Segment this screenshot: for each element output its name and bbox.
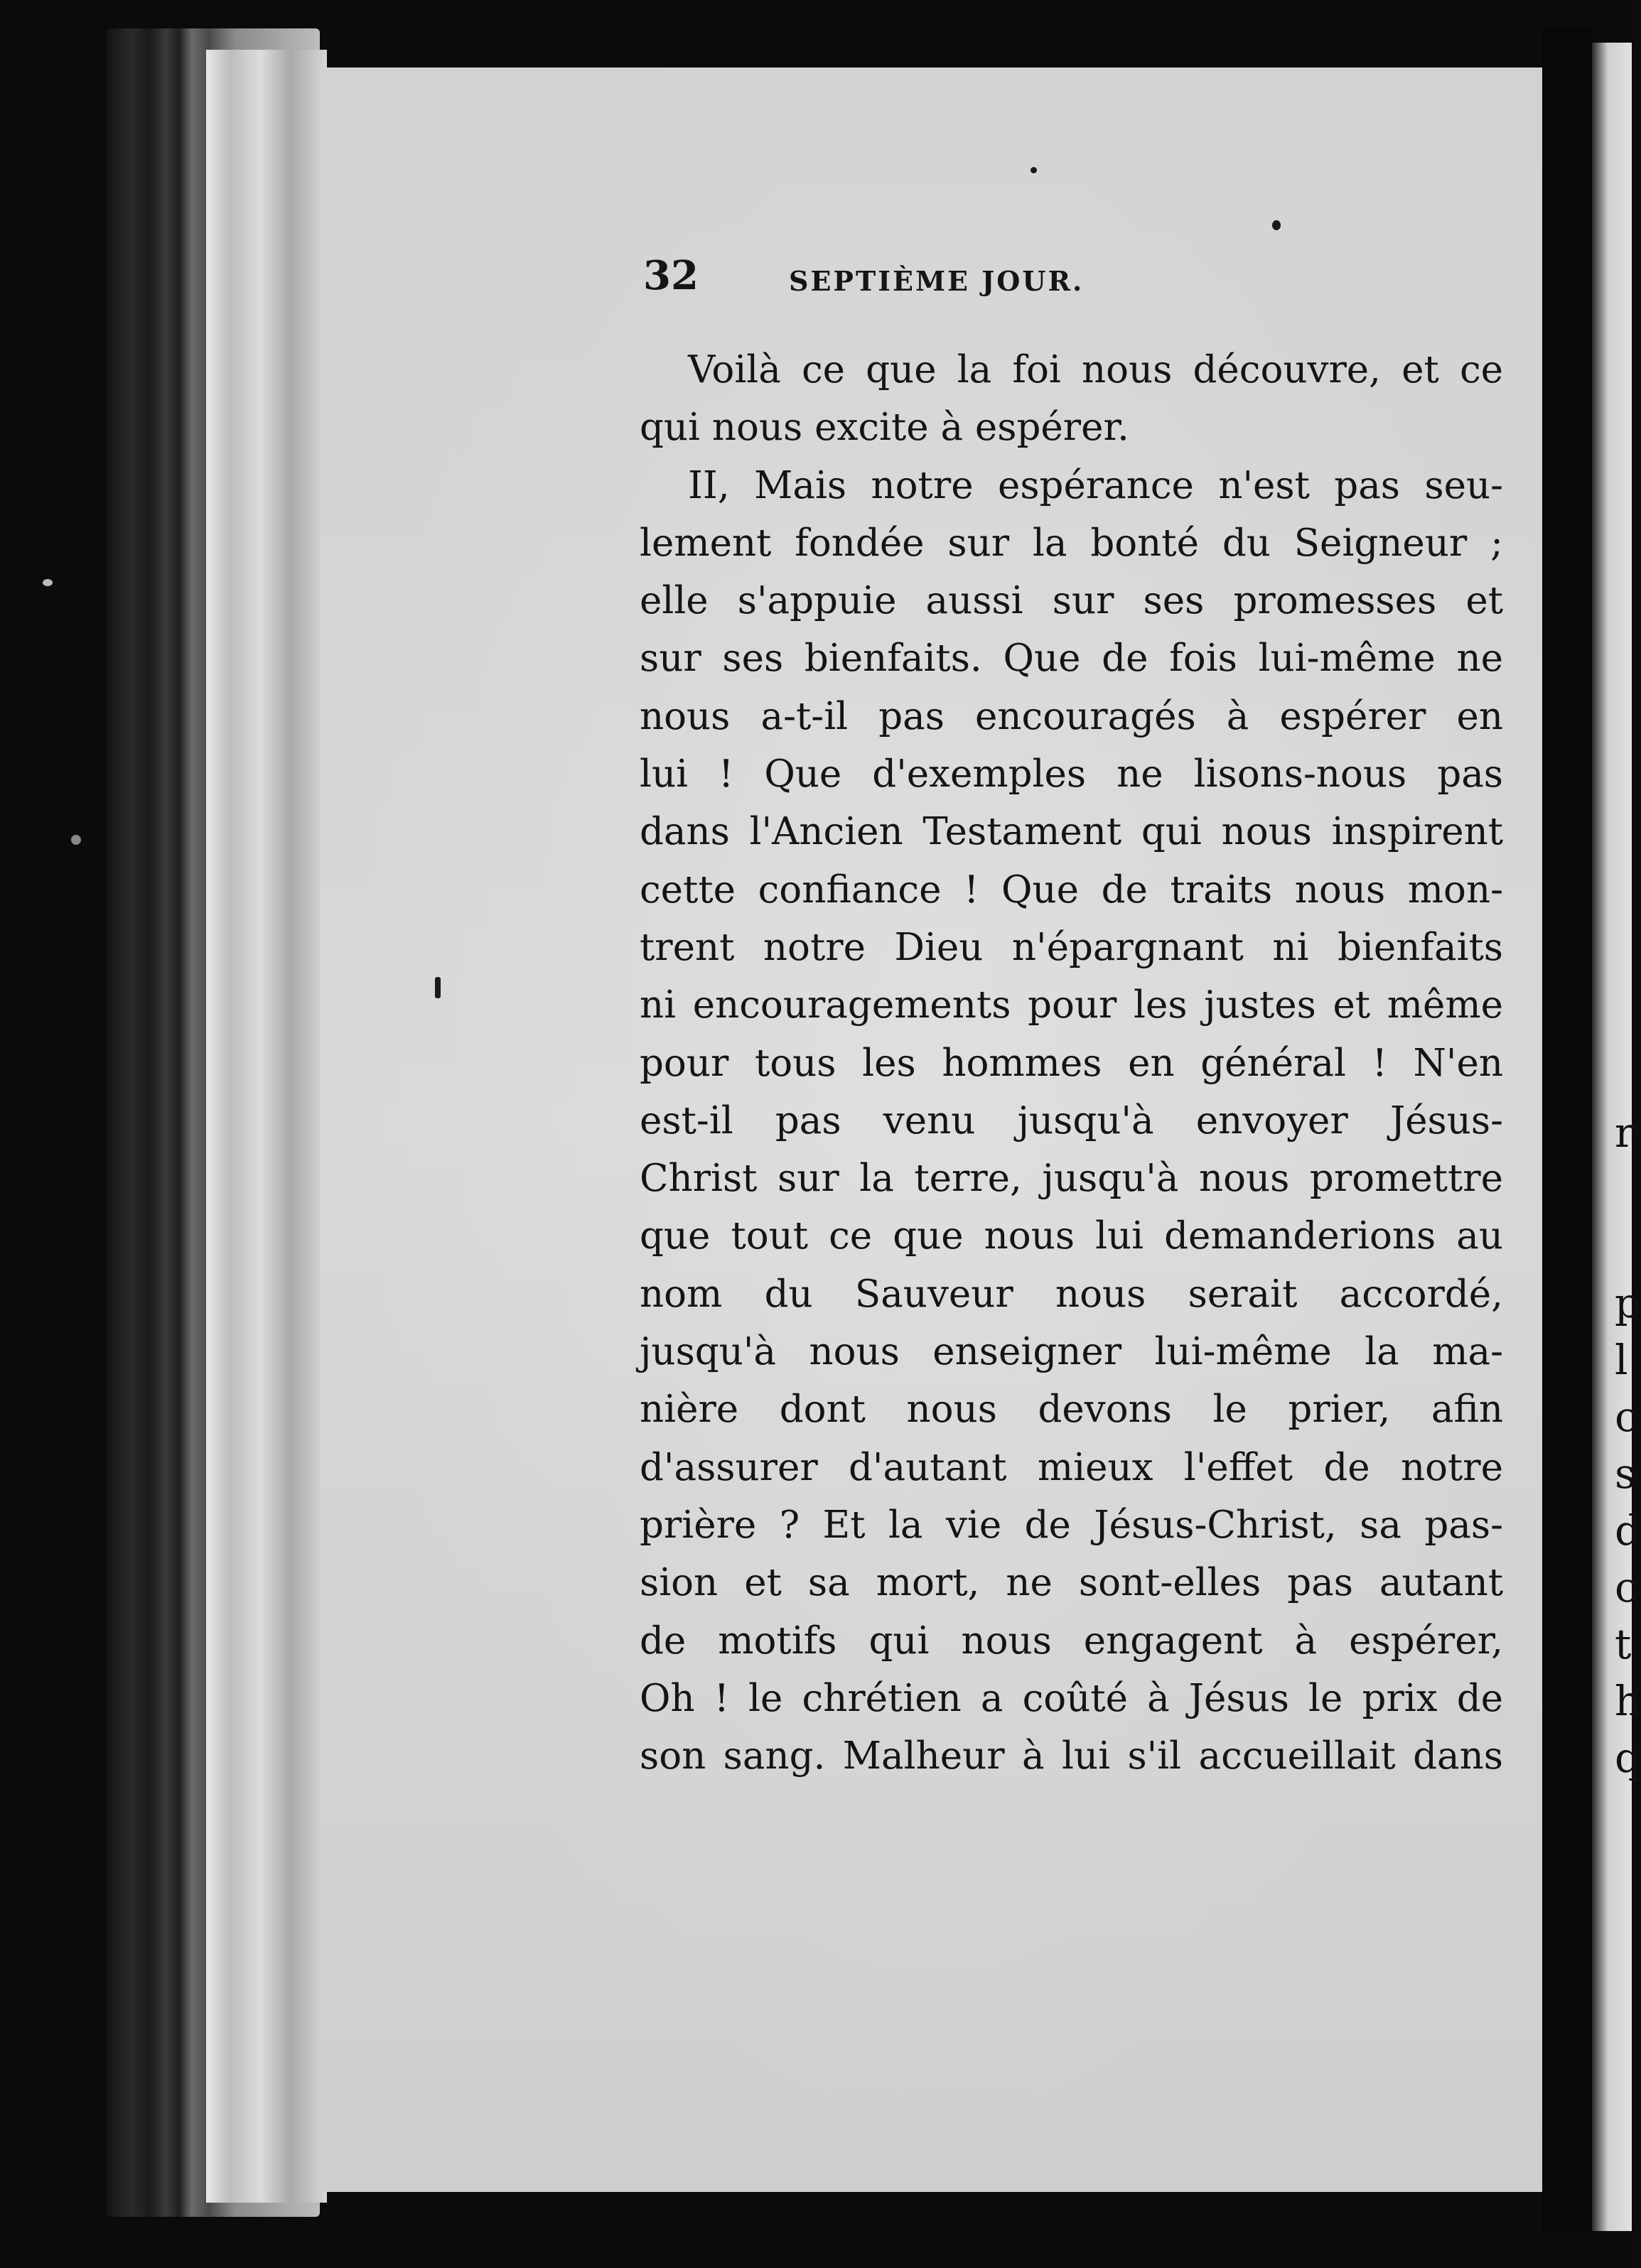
scan-speck bbox=[71, 835, 81, 845]
next-page-letter: h bbox=[1615, 1677, 1641, 1725]
next-page-letter: d bbox=[1615, 1506, 1641, 1555]
text-line: pour tous les hommes en général ! N'en bbox=[640, 1041, 1503, 1085]
text-line: Christ sur la terre, jusqu'à nous promettre bbox=[640, 1157, 1503, 1201]
text-line: sion et sa mort, ne sont-elles pas autant bbox=[640, 1561, 1503, 1605]
text-line: lui ! Que d'exemples ne lisons-nous pas bbox=[640, 752, 1503, 796]
page-stack-edge bbox=[206, 50, 327, 2203]
text-line: lement fondée sur la bonté du Seigneur ; bbox=[640, 521, 1503, 565]
next-page-letter: p bbox=[1615, 1279, 1641, 1327]
next-page-letter: t bbox=[1615, 1620, 1632, 1668]
scan-speck bbox=[43, 579, 53, 586]
text-line: elle s'appuie aussi sur ses promesses et bbox=[640, 579, 1503, 623]
gutter-shadow bbox=[1542, 28, 1592, 2231]
text-line: son sang. Malheur à lui s'il accueillait dans bbox=[640, 1734, 1503, 1778]
scan-speck bbox=[1272, 220, 1281, 230]
text-line: que tout ce que nous lui demanderions au bbox=[640, 1214, 1503, 1258]
text-line: Oh ! le chrétien a coûté à Jésus le prix de bbox=[640, 1676, 1503, 1720]
scan-speck bbox=[435, 977, 441, 998]
next-page-letter: q bbox=[1615, 1734, 1641, 1782]
next-page-letter: r bbox=[1615, 1108, 1635, 1157]
body-text bbox=[640, 341, 1503, 1785]
text-line: est-il pas venu jusqu'à envoyer Jésus- bbox=[640, 1098, 1503, 1143]
text-line: nom du Sauveur nous serait accordé, bbox=[640, 1272, 1503, 1316]
running-head: SEPTIÈME JOUR. bbox=[789, 265, 1085, 297]
text-line: dans l'Ancien Testament qui nous inspirent bbox=[640, 810, 1503, 854]
next-page-letter: c bbox=[1615, 1563, 1638, 1611]
scan-speck bbox=[1031, 167, 1037, 173]
text-line: jusqu'à nous enseigner lui-même la ma- bbox=[640, 1330, 1503, 1374]
text-line: trent notre Dieu n'épargnant ni bienfaits bbox=[640, 925, 1503, 969]
text-line: ni encouragements pour les justes et même bbox=[640, 983, 1503, 1027]
text-line: prière ? Et la vie de Jésus-Christ, sa pas- bbox=[640, 1503, 1503, 1547]
text-line: qui nous excite à espérer. bbox=[640, 406, 1129, 450]
text-line: sur ses bienfaits. Que de fois lui-même ne bbox=[640, 637, 1503, 681]
text-line: cette confiance ! Que de traits nous mon- bbox=[640, 868, 1503, 912]
next-page-letter: s bbox=[1615, 1449, 1636, 1498]
text-line: Voilà ce que la foi nous découvre, et ce bbox=[688, 348, 1503, 392]
text-line: II, Mais notre espérance n'est pas seu- bbox=[688, 463, 1503, 507]
next-page-letter: l bbox=[1615, 1336, 1628, 1384]
text-line: d'assurer d'autant mieux l'effet de notre bbox=[640, 1445, 1503, 1489]
text-line: nière dont nous devons le prier, afin bbox=[640, 1388, 1503, 1432]
next-page-letter: c bbox=[1615, 1393, 1638, 1441]
text-line: de motifs qui nous engagent à espérer, bbox=[640, 1619, 1503, 1663]
text-line: nous a-t-il pas encouragés à espérer en bbox=[640, 694, 1503, 738]
page-number: 32 bbox=[643, 252, 699, 299]
